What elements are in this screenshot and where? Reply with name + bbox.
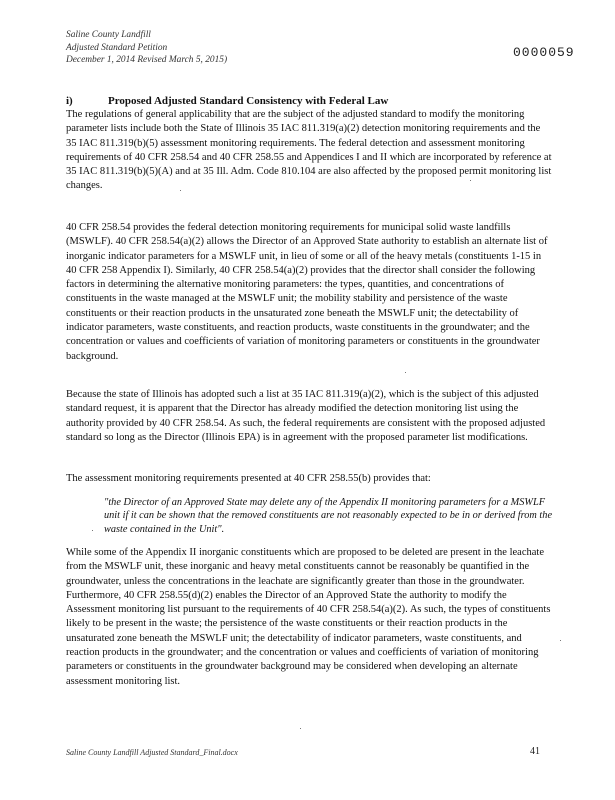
bates-number: 0000059 [513, 45, 575, 60]
paragraph-text: 40 CFR 258.54 provides the federal detection monitoring requirements for municipal solid waste landfills (MSWLF). 40 CFR 258.54(a)(2) allows the Director of an Approved State authority to establish an alternate list of inorganic indicator parameters for a MSWLF unit, in lieu of some or all of the heavy metals (constituents 1-15 in 40 CFR 258 Appendix I). Similarly, 40 CFR 258.54(a)(2) provides that the director shall consider the following factors in determining the alternative monitoring parameters: the types, quantities, and concentrations of constituents in the waste managed at the MSWLF unit; the mobility stability and persistence of the waste constituents or their reaction products in the unsaturated zone beneath the MSWLF unit; the detectability of indicator parameters, waste constituents, and reaction products, waste constituents in the groundwater; and the concentration or values and coefficients of variation of monitoring parameters or constituents in the groundwater background. [66, 222, 548, 362]
paragraph-4 [66, 472, 552, 486]
header-line-2: Adjusted Standard Petition [66, 42, 168, 53]
paragraph-1 [66, 108, 552, 194]
paragraph-text: Because the state of Illinois has adopted such a list at 35 IAC 811.319(a)(2), which is the subject of this adjusted standard request, it is apparent that the Director has already modified the detection monitoring list using the authority provided by 40 CFR 258.54. As such, the federal requirements are consistent with the proposed adjusted standard so long as the Director (Illinois EPA) is in agreement with the proposed parameter list modifications. [66, 389, 546, 443]
header-line-3: December 1, 2014 Revised March 5, 2015) [66, 55, 228, 65]
paragraph-5 [66, 546, 552, 689]
paragraph-3 [66, 388, 552, 445]
paragraph-text: The regulations of general applicability that are the subject of the adjusted standard to modify the monitoring parameter lists include both the State of Illinois 35 IAC 811.319(a)(2) detection monitoring requirements and the 35 IAC 811.319(b)(5) assessment monitoring requirements. The federal detection and assessment monitoring requirements of 40 CFR 258.54 and 40 CFR 258.55 and Appendices I and II which are incorporated by reference at 35 IAC 811.319(b)(5)(A) and at 35 Ill. Adm. Code 810.104 are also affected by the proposed permit monitoring list changes. [66, 109, 552, 192]
section-title: Proposed Adjusted Standard Consistency with Federal Law [108, 95, 389, 107]
paragraph-2 [66, 221, 552, 364]
paragraph-text: The assessment monitoring requirements presented at 40 CFR 258.55(b) provides that: [66, 473, 431, 484]
header-line-1: Saline County Landfill [66, 30, 151, 40]
block-quote: "the Director of an Approved State may delete any of the Appendix II monitoring parameters for a MSWLF unit if it can be shown that the removed constituents are not reasonably expected to be in or derived from the waste contained in the Unit". [104, 497, 553, 535]
section-number: i) [66, 95, 73, 107]
paragraph-text: While some of the Appendix II inorganic constituents which are proposed to be deleted are present in the leachate from the MSWLF unit, these inorganic and heavy metal constituents cannot be reasonably be quantified in the groundwater, unless the concentrations in the leachate are significantly greater than those in the groundwater. Furthermore, 40 CFR 258.55(d)(2) enables the Director of an Approved State the authority to modify the Assessment monitoring list pursuant to the requirements of 40 CFR 258.54(a)(2). As such, the types of constituents likely to be present in the waste; the persistence of the waste constituents or their reaction products in the unsaturated zone beneath the MSWLF unit; the detectability of indicator parameters, waste constituents, and reaction products in the groundwater; and the concentration or values and coefficients of variation of monitoring parameters or constituents in the groundwater background may be considered when developing an alternate assessment monitoring list. [66, 547, 551, 687]
section-heading [66, 95, 556, 107]
footer-page-number: 41 [530, 746, 540, 757]
document-header [66, 29, 227, 67]
footer-filename: Saline County Landfill Adjusted Standard_Final.docx [66, 748, 238, 757]
